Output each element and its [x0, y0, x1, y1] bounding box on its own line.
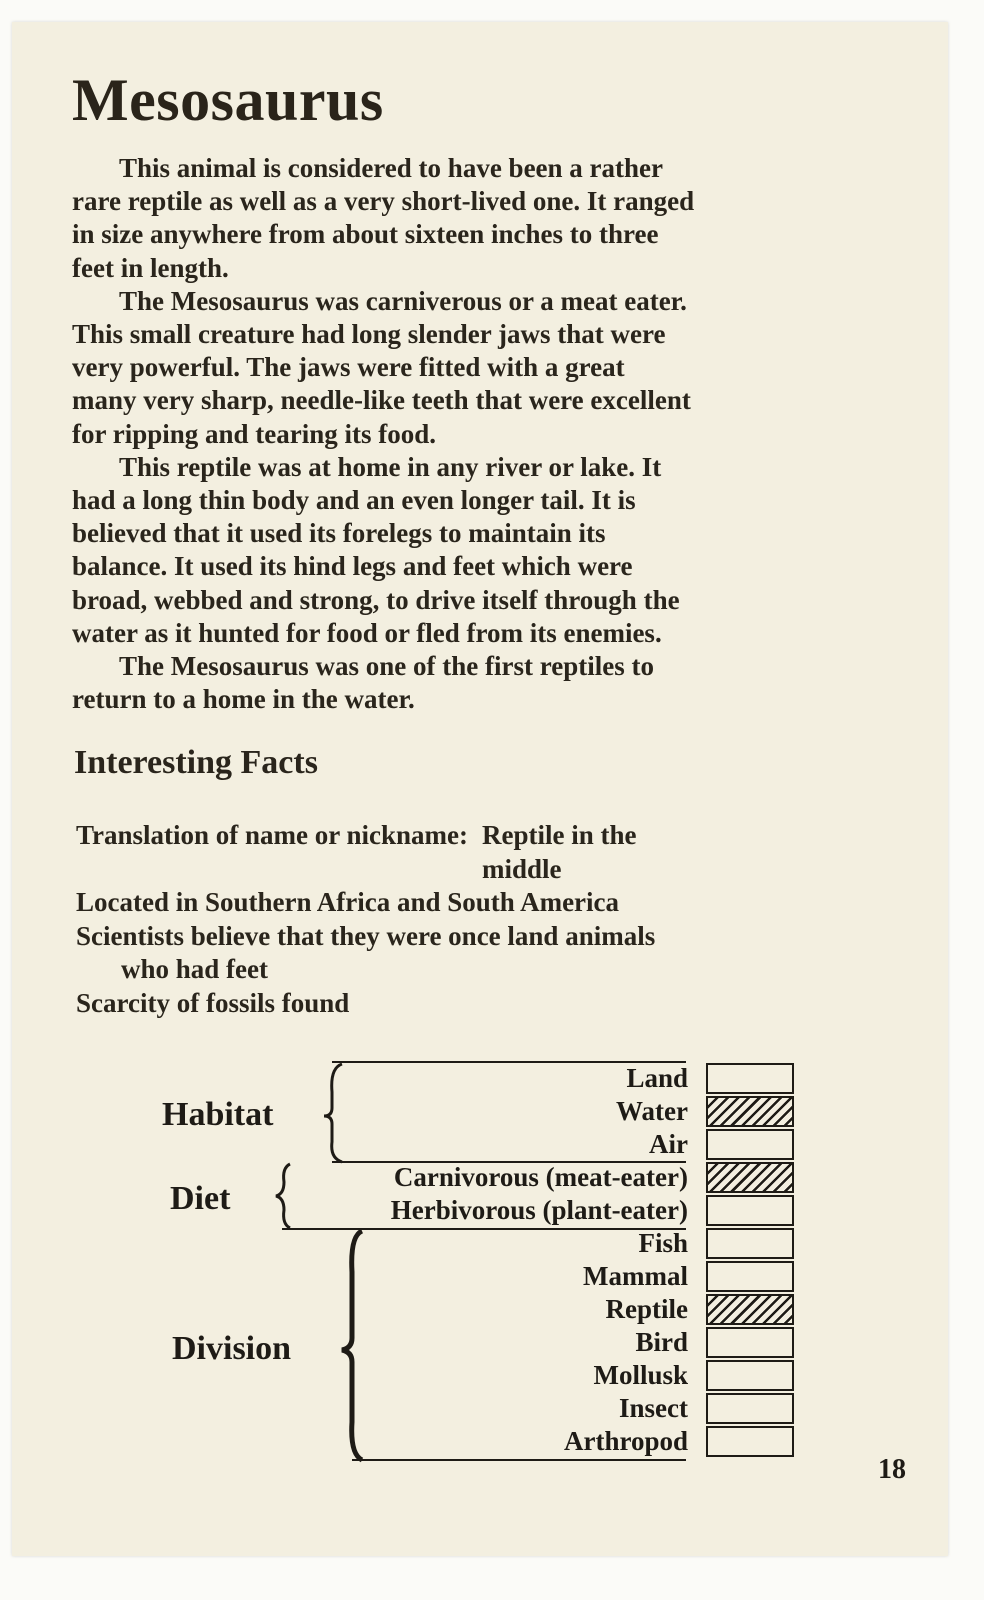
- chart-row-label: Water: [616, 1096, 688, 1126]
- group-diet: Diet: [170, 1180, 231, 1217]
- checked-box: [706, 1294, 794, 1325]
- empty-box: [706, 1327, 794, 1358]
- empty-box: [706, 1360, 794, 1391]
- fact-item: Scientists believe that they were once land animals: [76, 920, 656, 951]
- classification-chart: [12, 22, 948, 1556]
- paragraph-line: feet in length.: [72, 252, 229, 283]
- checked-box: [706, 1162, 794, 1193]
- paragraph-line: water as it hunted for food or fled from its enemies.: [72, 617, 662, 648]
- translation-value-line: Reptile in the: [482, 820, 637, 850]
- paragraph-line: for ripping and tearing its food.: [72, 418, 437, 449]
- chart-row-label: Mollusk: [593, 1360, 688, 1390]
- group-division: Division: [172, 1330, 292, 1367]
- empty-box: [706, 1261, 794, 1292]
- empty-box: [706, 1426, 794, 1457]
- paragraph-line: The Mesosaurus was carniverous or a meat eater.: [119, 285, 687, 316]
- checked-box: [706, 1096, 794, 1127]
- page-title: Mesosaurus: [72, 67, 384, 133]
- paragraph-line: balance. It used its hind legs and feet which were: [72, 551, 633, 582]
- chart-row-label: Bird: [635, 1327, 688, 1357]
- chart-row-label: Air: [649, 1129, 688, 1159]
- translation-label: Translation of name or nickname:: [76, 820, 469, 850]
- paragraph-line: The Mesosaurus was one of the first reptiles to: [119, 651, 654, 682]
- fact-item: Scarcity of fossils found: [76, 987, 350, 1018]
- chart-row-label: Fish: [638, 1228, 688, 1258]
- group-habitat: Habitat: [162, 1096, 274, 1133]
- empty-box: [706, 1129, 794, 1160]
- fact-item: Located in Southern Africa and South America: [76, 887, 620, 917]
- paragraph-line: very powerful. The jaws were fitted with a great: [72, 352, 625, 383]
- paragraph-line: believed that it used its forelegs to maintain its: [72, 518, 606, 549]
- chart-row-label: Insect: [619, 1393, 688, 1423]
- chart-row-label: Reptile: [605, 1294, 688, 1324]
- translation-value-line: middle: [482, 853, 562, 884]
- paragraph-line: rare reptile as well as a very short-lived one. It ranged: [72, 186, 695, 217]
- paragraph-line: in size anywhere from about sixteen inches to three: [72, 219, 659, 250]
- habitat-brace: [324, 1064, 342, 1162]
- paragraph-line: return to a home in the water.: [72, 684, 415, 715]
- chart-row-label: Land: [626, 1063, 688, 1093]
- paragraph-line: This small creature had long slender jaws that were: [72, 319, 666, 350]
- paragraph-line: This animal is considered to have been a rather: [119, 153, 664, 183]
- facts-heading: Interesting Facts: [74, 744, 318, 781]
- empty-box: [706, 1063, 794, 1094]
- empty-box: [706, 1195, 794, 1226]
- empty-box: [706, 1228, 794, 1259]
- chart-row-label: Mammal: [583, 1261, 688, 1291]
- book-page: [12, 22, 948, 1556]
- paragraph-line: broad, webbed and strong, to drive itself through the: [72, 584, 680, 615]
- division-brace: [342, 1231, 362, 1460]
- paragraph-line: had a long thin body and an even longer tail. It is: [72, 485, 636, 516]
- paragraph-line: This reptile was at home in any river or lake. It: [119, 451, 662, 482]
- chart-row-label: Carnivorous (meat-eater): [393, 1162, 688, 1192]
- chart-brackets: [12, 22, 948, 1556]
- page-number: 18: [878, 1454, 906, 1485]
- paragraph-line: many very sharp, needle-like teeth that were excellent: [72, 385, 691, 416]
- chart-row-label: Arthropod: [563, 1426, 688, 1456]
- fact-item: who had feet: [121, 954, 268, 984]
- chart-row-label: Herbivorous (plant-eater): [390, 1195, 688, 1225]
- diet-brace: [276, 1164, 290, 1228]
- empty-box: [706, 1393, 794, 1424]
